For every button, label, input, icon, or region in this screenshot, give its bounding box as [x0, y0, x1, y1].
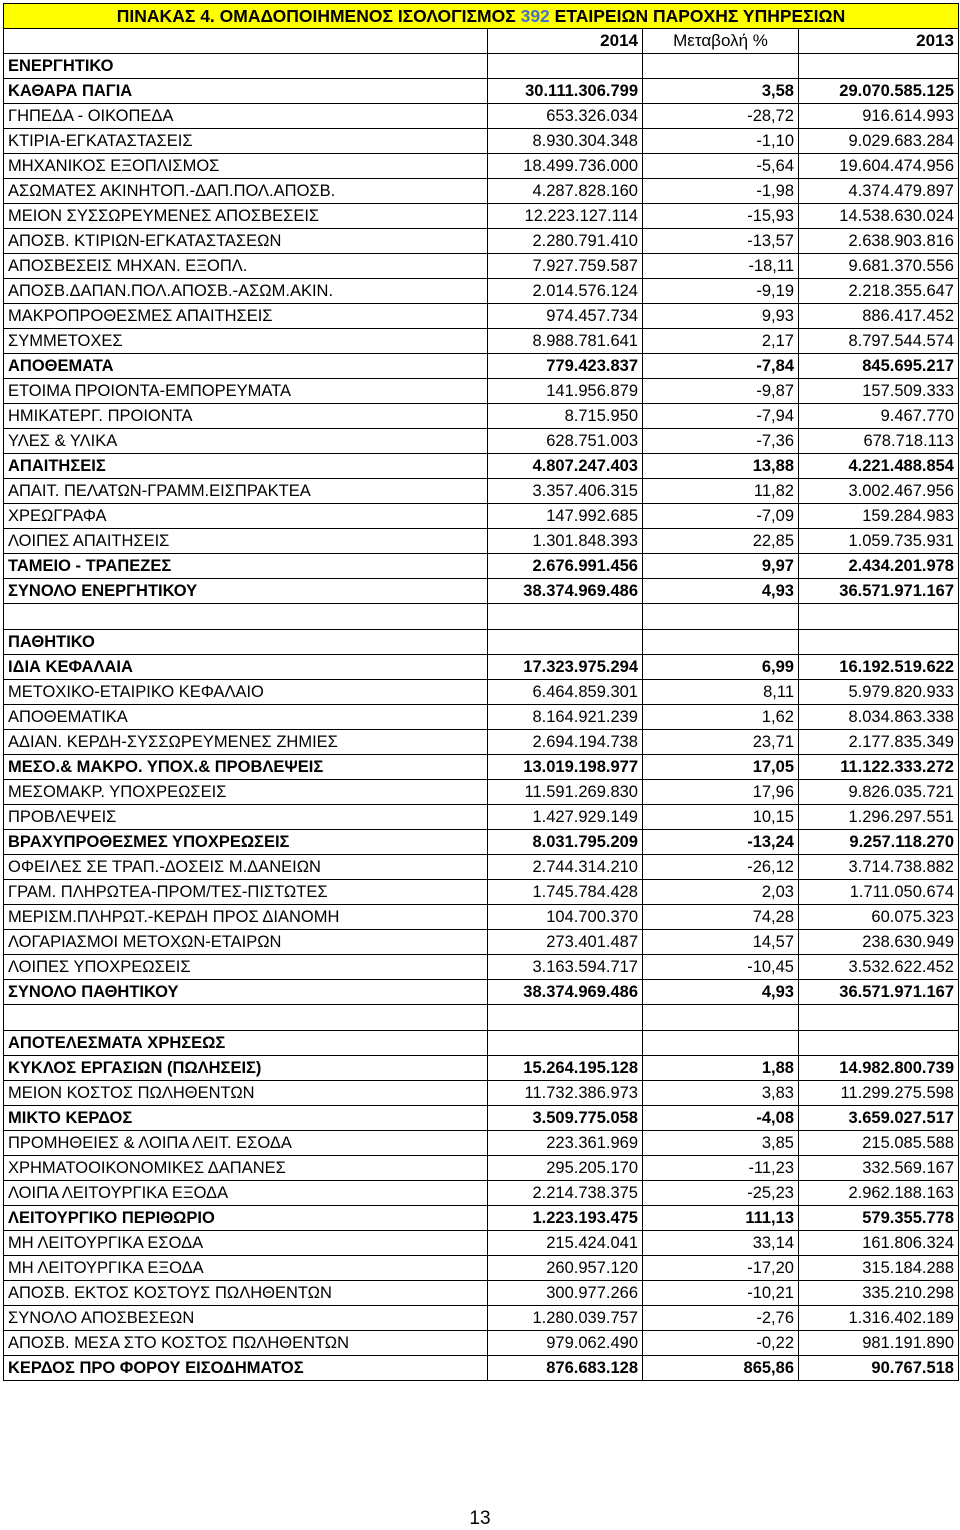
table-row [4, 479, 959, 504]
value-2013: 1.296.297.551 [799, 805, 959, 830]
value-2014: 12.223.127.114 [488, 204, 643, 229]
table-row [4, 830, 959, 855]
row-label: ΑΠΟΣΒ.ΔΑΠΑΝ.ΠΟΛ.ΑΠΟΣΒ.-ΑΣΩΜ.ΑΚΙΝ. [4, 279, 488, 304]
value-2014: 2.280.791.410 [488, 229, 643, 254]
table-row [4, 980, 959, 1005]
value-2014: 223.361.969 [488, 1131, 643, 1156]
table-row [4, 104, 959, 129]
table-row [4, 1056, 959, 1081]
row-label: ΜΕΡΙΣΜ.ΠΛΗΡΩΤ.-ΚΕΡΔΗ ΠΡΟΣ ΔΙΑΝΟΜΗ [4, 905, 488, 930]
change-pct: 33,14 [643, 1231, 799, 1256]
table-row [4, 805, 959, 830]
change-pct: 4,93 [643, 980, 799, 1005]
title-text-after: ΕΤΑΙΡΕΙΩΝ ΠΑΡΟΧΗΣ ΥΠΗΡΕΣΙΩΝ [554, 6, 846, 26]
table-row [4, 1031, 959, 1056]
row-label: ΧΡΕΩΓΡΑΦΑ [4, 504, 488, 529]
table-row [4, 855, 959, 880]
value-2014 [488, 604, 643, 630]
row-label: ΜΕΣΟΜΑΚΡ. ΥΠΟΧΡΕΩΣΕΙΣ [4, 780, 488, 805]
value-2014: 8.930.304.348 [488, 129, 643, 154]
value-2014 [488, 630, 643, 655]
value-2013: 4.221.488.854 [799, 454, 959, 479]
change-pct: 2,03 [643, 880, 799, 905]
row-label: ΑΠΟΣΒ. ΜΕΣΑ ΣΤΟ ΚΟΣΤΟΣ ΠΩΛΗΘΕΝΤΩΝ [4, 1331, 488, 1356]
change-pct [643, 1005, 799, 1031]
row-label: ΑΠΑΙΤ. ΠΕΛΑΤΩΝ-ΓΡΑΜΜ.ΕΙΣΠΡΑΚΤΕΑ [4, 479, 488, 504]
row-label: ΣΥΝΟΛΟ ΑΠΟΣΒΕΣΕΩΝ [4, 1306, 488, 1331]
value-2014: 6.464.859.301 [488, 680, 643, 705]
row-label: ΣΥΝΟΛΟ ΠΑΘΗΤΙΚΟΥ [4, 980, 488, 1005]
table-row [4, 329, 959, 354]
change-pct: 2,17 [643, 329, 799, 354]
value-2013: 157.509.333 [799, 379, 959, 404]
change-pct: 11,82 [643, 479, 799, 504]
row-label: ΧΡΗΜΑΤΟΟΙΚΟΝΟΜΙΚΕΣ ΔΑΠΑΝΕΣ [4, 1156, 488, 1181]
row-label: ΜΕΙΟΝ ΣΥΣΣΩΡΕΥΜΕΝΕΣ ΑΠΟΣΒΕΣΕΙΣ [4, 204, 488, 229]
row-label: ΕΝΕΡΓΗΤΙΚΟ [4, 54, 488, 79]
table-row [4, 1231, 959, 1256]
value-2013: 16.192.519.622 [799, 655, 959, 680]
value-2014: 2.694.194.738 [488, 730, 643, 755]
table-row [4, 454, 959, 479]
value-2014: 15.264.195.128 [488, 1056, 643, 1081]
table-row [4, 254, 959, 279]
row-label [4, 1005, 488, 1031]
change-pct: -15,93 [643, 204, 799, 229]
value-2013: 60.075.323 [799, 905, 959, 930]
value-2013: 9.257.118.270 [799, 830, 959, 855]
value-2014: 147.992.685 [488, 504, 643, 529]
value-2014: 3.163.594.717 [488, 955, 643, 980]
value-2014 [488, 1031, 643, 1056]
table-row [4, 1331, 959, 1356]
value-2014: 3.357.406.315 [488, 479, 643, 504]
change-pct: -7,84 [643, 354, 799, 379]
table-row [4, 354, 959, 379]
table-row [4, 579, 959, 604]
table-row [4, 504, 959, 529]
table-row [4, 204, 959, 229]
value-2014: 104.700.370 [488, 905, 643, 930]
header-2014: 2014 [488, 29, 643, 54]
value-2013: 332.569.167 [799, 1156, 959, 1181]
value-2014: 779.423.837 [488, 354, 643, 379]
change-pct [643, 630, 799, 655]
value-2013: 2.638.903.816 [799, 229, 959, 254]
row-label: ΜΗ ΛΕΙΤΟΥΡΓΙΚΑ ΕΣΟΔΑ [4, 1231, 488, 1256]
change-pct: 17,96 [643, 780, 799, 805]
row-label: ΙΔΙΑ ΚΕΦΑΛΑΙΑ [4, 655, 488, 680]
value-2013: 3.659.027.517 [799, 1106, 959, 1131]
change-pct: 4,93 [643, 579, 799, 604]
value-2013: 90.767.518 [799, 1356, 959, 1381]
value-2014: 2.214.738.375 [488, 1181, 643, 1206]
value-2014: 13.019.198.977 [488, 755, 643, 780]
row-label [4, 604, 488, 630]
value-2014: 215.424.041 [488, 1231, 643, 1256]
row-label: ΛΟΙΠΑ ΛΕΙΤΟΥΡΓΙΚΑ ΕΞΟΔΑ [4, 1181, 488, 1206]
value-2014: 979.062.490 [488, 1331, 643, 1356]
row-label: ΜΕΤΟΧΙΚΟ-ΕΤΑΙΡΙΚΟ ΚΕΦΑΛΑΙΟ [4, 680, 488, 705]
change-pct: 14,57 [643, 930, 799, 955]
change-pct: 74,28 [643, 905, 799, 930]
change-pct: -13,24 [643, 830, 799, 855]
change-pct: -9,87 [643, 379, 799, 404]
page-number: 13 [469, 1508, 491, 1529]
table-row [4, 229, 959, 254]
value-2013: 1.316.402.189 [799, 1306, 959, 1331]
header-label-cell [4, 29, 488, 54]
table-row [4, 780, 959, 805]
title-company-count: 392 [520, 6, 550, 26]
row-label: ΤΑΜΕΙΟ - ΤΡΑΠΕΖΕΣ [4, 554, 488, 579]
change-pct: 9,93 [643, 304, 799, 329]
table-row [4, 680, 959, 705]
value-2014: 653.326.034 [488, 104, 643, 129]
value-2014: 11.591.269.830 [488, 780, 643, 805]
row-label: ΠΑΘΗΤΙΚΟ [4, 630, 488, 655]
row-label: ΛΕΙΤΟΥΡΓΙΚΟ ΠΕΡΙΘΩΡΙΟ [4, 1206, 488, 1231]
row-label: ΜΕΙΟΝ ΚΟΣΤΟΣ ΠΩΛΗΘΕΝΤΩΝ [4, 1081, 488, 1106]
change-pct: 111,13 [643, 1206, 799, 1231]
row-label: ΜΗΧΑΝΙΚΟΣ ΕΞΟΠΛΙΣΜΟΣ [4, 154, 488, 179]
table-row [4, 1156, 959, 1181]
change-pct: -11,23 [643, 1156, 799, 1181]
change-pct: 13,88 [643, 454, 799, 479]
value-2014: 3.509.775.058 [488, 1106, 643, 1131]
row-label: ΥΛΕΣ & ΥΛΙΚΑ [4, 429, 488, 454]
table-row [4, 154, 959, 179]
value-2014: 2.676.991.456 [488, 554, 643, 579]
change-pct: 9,97 [643, 554, 799, 579]
change-pct: -18,11 [643, 254, 799, 279]
row-label: ΓΡΑΜ. ΠΛΗΡΩΤΕΑ-ΠΡΟΜ/ΤΕΣ-ΠΙΣΤΩΤΕΣ [4, 880, 488, 905]
value-2013: 9.467.770 [799, 404, 959, 429]
change-pct: -4,08 [643, 1106, 799, 1131]
table-row [4, 1206, 959, 1231]
change-pct: -9,19 [643, 279, 799, 304]
change-pct: -17,20 [643, 1256, 799, 1281]
change-pct: 6,99 [643, 655, 799, 680]
row-label: ΣΥΝΟΛΟ ΕΝΕΡΓΗΤΙΚΟΥ [4, 579, 488, 604]
change-pct: -7,36 [643, 429, 799, 454]
value-2014: 273.401.487 [488, 930, 643, 955]
table-row [4, 1181, 959, 1206]
column-header-row [4, 29, 959, 54]
value-2014: 38.374.969.486 [488, 579, 643, 604]
header-change-pct: Μεταβολή % [643, 29, 799, 54]
row-label: ΛΟΙΠΕΣ ΥΠΟΧΡΕΩΣΕΙΣ [4, 955, 488, 980]
value-2014: 4.807.247.403 [488, 454, 643, 479]
change-pct: -10,45 [643, 955, 799, 980]
value-2013: 335.210.298 [799, 1281, 959, 1306]
row-label: ΚΕΡΔΟΣ ΠΡΟ ΦΟΡΟΥ ΕΙΣΟΔΗΜΑΤΟΣ [4, 1356, 488, 1381]
title-text-before: ΠΙΝΑΚΑΣ 4. ΟΜΑΔΟΠΟΙΗΜΕΝΟΣ ΙΣΟΛΟΓΙΣΜΟΣ [116, 6, 516, 26]
value-2013 [799, 1005, 959, 1031]
value-2013: 29.070.585.125 [799, 79, 959, 104]
value-2013: 215.085.588 [799, 1131, 959, 1156]
change-pct [643, 1031, 799, 1056]
value-2014: 8.164.921.239 [488, 705, 643, 730]
value-2013: 8.797.544.574 [799, 329, 959, 354]
table-row [4, 1005, 959, 1031]
row-label: ΑΠΟΘΕΜΑΤΙΚΑ [4, 705, 488, 730]
value-2013: 4.374.479.897 [799, 179, 959, 204]
value-2014: 1.301.848.393 [488, 529, 643, 554]
row-label: ΛΟΓΑΡΙΑΣΜΟΙ ΜΕΤΟΧΩΝ-ΕΤΑΙΡΩΝ [4, 930, 488, 955]
change-pct: 17,05 [643, 755, 799, 780]
value-2014: 628.751.003 [488, 429, 643, 454]
row-label: ΑΠΟΣΒΕΣΕΙΣ ΜΗΧΑΝ. ΕΞΟΠΛ. [4, 254, 488, 279]
value-2013: 9.681.370.556 [799, 254, 959, 279]
value-2014: 7.927.759.587 [488, 254, 643, 279]
change-pct: -1,10 [643, 129, 799, 154]
value-2013: 159.284.983 [799, 504, 959, 529]
change-pct: 23,71 [643, 730, 799, 755]
change-pct: -5,64 [643, 154, 799, 179]
table-row [4, 279, 959, 304]
table-row [4, 429, 959, 454]
table-row [4, 880, 959, 905]
change-pct: -26,12 [643, 855, 799, 880]
change-pct: 8,11 [643, 680, 799, 705]
value-2013: 11.122.333.272 [799, 755, 959, 780]
table-row [4, 930, 959, 955]
table-row [4, 529, 959, 554]
change-pct: -1,98 [643, 179, 799, 204]
table-row [4, 79, 959, 104]
value-2013: 161.806.324 [799, 1231, 959, 1256]
value-2013: 981.191.890 [799, 1331, 959, 1356]
row-label: ΜΑΚΡΟΠΡΟΘΕΣΜΕΣ ΑΠΑΙΤΗΣΕΙΣ [4, 304, 488, 329]
value-2013: 579.355.778 [799, 1206, 959, 1231]
table-title-row [4, 4, 959, 29]
value-2013: 1.059.735.931 [799, 529, 959, 554]
table-row [4, 905, 959, 930]
row-label: ΚΑΘΑΡΑ ΠΑΓΙΑ [4, 79, 488, 104]
value-2013: 3.714.738.882 [799, 855, 959, 880]
value-2013: 36.571.971.167 [799, 579, 959, 604]
change-pct [643, 54, 799, 79]
row-label: ΜΙΚΤΟ ΚΕΡΔΟΣ [4, 1106, 488, 1131]
value-2013: 8.034.863.338 [799, 705, 959, 730]
value-2013 [799, 54, 959, 79]
value-2013: 11.299.275.598 [799, 1081, 959, 1106]
value-2013: 19.604.474.956 [799, 154, 959, 179]
row-label: ΑΣΩΜΑΤΕΣ ΑΚΙΝΗΤΟΠ.-ΔΑΠ.ΠΟΛ.ΑΠΟΣΒ. [4, 179, 488, 204]
value-2014: 974.457.734 [488, 304, 643, 329]
value-2013 [799, 604, 959, 630]
change-pct [643, 604, 799, 630]
table-row [4, 630, 959, 655]
row-label: ΟΦΕΙΛΕΣ ΣΕ ΤΡΑΠ.-ΔΟΣΕΙΣ Μ.ΔΑΝΕΙΩΝ [4, 855, 488, 880]
value-2014: 1.745.784.428 [488, 880, 643, 905]
row-label: ΑΔΙΑΝ. ΚΕΡΔΗ-ΣΥΣΣΩΡΕΥΜΕΝΕΣ ΖΗΜΙΕΣ [4, 730, 488, 755]
change-pct: -7,94 [643, 404, 799, 429]
value-2014: 2.014.576.124 [488, 279, 643, 304]
value-2013: 9.826.035.721 [799, 780, 959, 805]
table-row [4, 179, 959, 204]
table-row [4, 755, 959, 780]
row-label: ΑΠΑΙΤΗΣΕΙΣ [4, 454, 488, 479]
value-2013: 916.614.993 [799, 104, 959, 129]
value-2014: 876.683.128 [488, 1356, 643, 1381]
value-2014: 300.977.266 [488, 1281, 643, 1306]
row-label: ΒΡΑΧΥΠΡΟΘΕΣΜΕΣ ΥΠΟΧΡΕΩΣΕΙΣ [4, 830, 488, 855]
value-2013 [799, 1031, 959, 1056]
change-pct: -25,23 [643, 1181, 799, 1206]
change-pct: -7,09 [643, 504, 799, 529]
value-2013: 9.029.683.284 [799, 129, 959, 154]
row-label: ΗΜΙΚΑΤΕΡΓ. ΠΡΟΙΟΝΤΑ [4, 404, 488, 429]
row-label: ΚΥΚΛΟΣ ΕΡΓΑΣΙΩΝ (ΠΩΛΗΣΕΙΣ) [4, 1056, 488, 1081]
table-row [4, 404, 959, 429]
row-label: ΜΗ ΛΕΙΤΟΥΡΓΙΚΑ ΕΞΟΔΑ [4, 1256, 488, 1281]
value-2014: 8.988.781.641 [488, 329, 643, 354]
change-pct: -0,22 [643, 1331, 799, 1356]
change-pct: 3,58 [643, 79, 799, 104]
table-row [4, 1081, 959, 1106]
value-2014: 1.223.193.475 [488, 1206, 643, 1231]
row-label: ΠΡΟΜΗΘΕΙΕΣ & ΛΟΙΠΑ ΛΕΙΤ. ΕΣΟΔΑ [4, 1131, 488, 1156]
value-2013: 886.417.452 [799, 304, 959, 329]
table-row [4, 1356, 959, 1381]
value-2013: 2.962.188.163 [799, 1181, 959, 1206]
value-2014: 260.957.120 [488, 1256, 643, 1281]
value-2013: 2.434.201.978 [799, 554, 959, 579]
value-2013: 14.982.800.739 [799, 1056, 959, 1081]
table-title [4, 4, 959, 29]
value-2014: 8.715.950 [488, 404, 643, 429]
row-label: ΓΗΠΕΔΑ - ΟΙΚΟΠΕΔΑ [4, 104, 488, 129]
change-pct: 10,15 [643, 805, 799, 830]
value-2013: 36.571.971.167 [799, 980, 959, 1005]
change-pct: 1,88 [643, 1056, 799, 1081]
value-2014: 11.732.386.973 [488, 1081, 643, 1106]
change-pct: -13,57 [643, 229, 799, 254]
table-row [4, 730, 959, 755]
table-row [4, 1306, 959, 1331]
row-label: ΑΠΟΣΒ. ΚΤΙΡΙΩΝ-ΕΓΚΑΤΑΣΤΑΣΕΩΝ [4, 229, 488, 254]
change-pct: 865,86 [643, 1356, 799, 1381]
change-pct: -10,21 [643, 1281, 799, 1306]
value-2013: 2.218.355.647 [799, 279, 959, 304]
table-row [4, 955, 959, 980]
table-row [4, 1131, 959, 1156]
row-label: ΑΠΟΘΕΜΑΤΑ [4, 354, 488, 379]
row-label: ΑΠΟΤΕΛΕΣΜΑΤΑ ΧΡΗΣΕΩΣ [4, 1031, 488, 1056]
change-pct: -28,72 [643, 104, 799, 129]
value-2013: 678.718.113 [799, 429, 959, 454]
value-2014: 1.427.929.149 [488, 805, 643, 830]
change-pct: 3,85 [643, 1131, 799, 1156]
value-2014 [488, 1005, 643, 1031]
value-2014 [488, 54, 643, 79]
table-row [4, 705, 959, 730]
row-label: ΚΤΙΡΙΑ-ΕΓΚΑΤΑΣΤΑΣΕΙΣ [4, 129, 488, 154]
value-2013 [799, 630, 959, 655]
table-row [4, 304, 959, 329]
value-2013: 238.630.949 [799, 930, 959, 955]
value-2014: 4.287.828.160 [488, 179, 643, 204]
table-row [4, 1256, 959, 1281]
table-row [4, 379, 959, 404]
value-2014: 17.323.975.294 [488, 655, 643, 680]
value-2013: 5.979.820.933 [799, 680, 959, 705]
table-row [4, 1106, 959, 1131]
value-2014: 2.744.314.210 [488, 855, 643, 880]
value-2013: 1.711.050.674 [799, 880, 959, 905]
balance-sheet-table [3, 3, 959, 1381]
table-row [4, 655, 959, 680]
change-pct: 1,62 [643, 705, 799, 730]
row-label: ΑΠΟΣΒ. ΕΚΤΟΣ ΚΟΣΤΟΥΣ ΠΩΛΗΘΕΝΤΩΝ [4, 1281, 488, 1306]
value-2013: 2.177.835.349 [799, 730, 959, 755]
value-2013: 3.532.622.452 [799, 955, 959, 980]
table-row [4, 554, 959, 579]
value-2014: 141.956.879 [488, 379, 643, 404]
value-2014: 8.031.795.209 [488, 830, 643, 855]
row-label: ΕΤΟΙΜΑ ΠΡΟΙΟΝΤΑ-ΕΜΠΟΡΕΥΜΑΤΑ [4, 379, 488, 404]
row-label: ΣΥΜΜΕΤΟΧΕΣ [4, 329, 488, 354]
table-row [4, 604, 959, 630]
value-2013: 315.184.288 [799, 1256, 959, 1281]
table-body [4, 54, 959, 1381]
table-row [4, 129, 959, 154]
value-2013: 845.695.217 [799, 354, 959, 379]
value-2014: 295.205.170 [488, 1156, 643, 1181]
table-row [4, 1281, 959, 1306]
value-2014: 18.499.736.000 [488, 154, 643, 179]
row-label: ΠΡΟΒΛΕΨΕΙΣ [4, 805, 488, 830]
change-pct: -2,76 [643, 1306, 799, 1331]
table-row [4, 54, 959, 79]
value-2013: 14.538.630.024 [799, 204, 959, 229]
row-label: ΜΕΣΟ.& ΜΑΚΡΟ. ΥΠΟΧ.& ΠΡΟΒΛΕΨΕΙΣ [4, 755, 488, 780]
value-2014: 1.280.039.757 [488, 1306, 643, 1331]
row-label: ΛΟΙΠΕΣ ΑΠΑΙΤΗΣΕΙΣ [4, 529, 488, 554]
change-pct: 3,83 [643, 1081, 799, 1106]
value-2014: 38.374.969.486 [488, 980, 643, 1005]
header-2013: 2013 [799, 29, 959, 54]
change-pct: 22,85 [643, 529, 799, 554]
value-2014: 30.111.306.799 [488, 79, 643, 104]
value-2013: 3.002.467.956 [799, 479, 959, 504]
